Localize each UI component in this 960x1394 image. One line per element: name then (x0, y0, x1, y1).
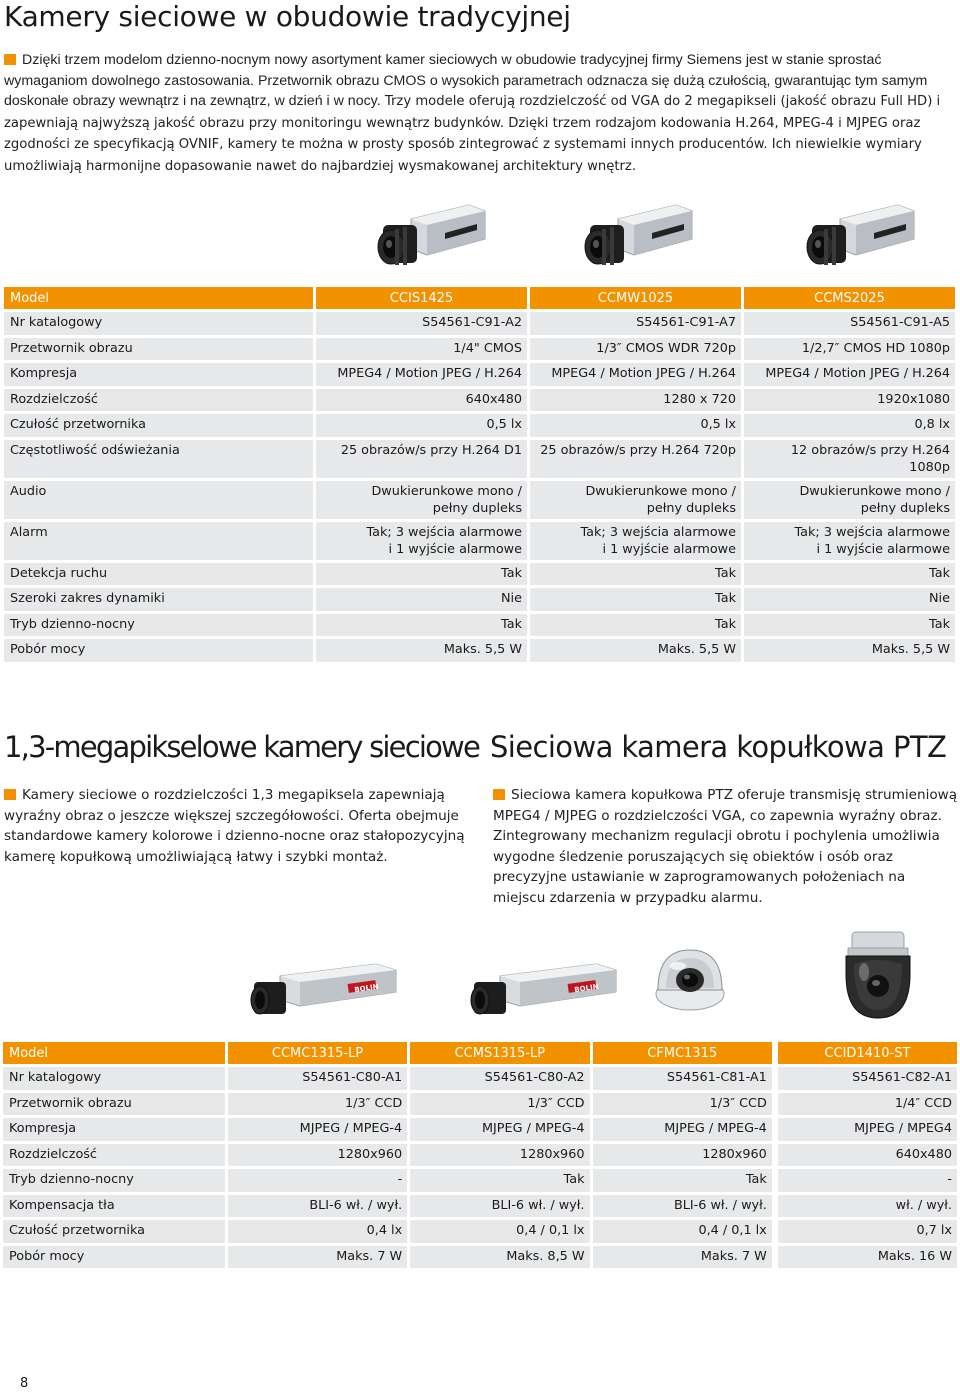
row-label: Rozdzielczość (4, 389, 313, 412)
table-header-cell: CCMC1315-LP (228, 1042, 407, 1064)
row-label: Kompresja (4, 363, 313, 386)
table-cell: 1/4″ CCD (778, 1093, 957, 1116)
table-row (4, 639, 955, 662)
row-label: Kompresja (3, 1118, 225, 1141)
row-label: Pobór mocy (3, 1246, 225, 1269)
row-label: Przetwornik obrazu (4, 338, 313, 361)
intro-text-part2: Trzy modele oferują rozdzielczość od VGA do 2 megapikseli (jakość obrazu Full HD) i zapewniają najwyższą jakość obrazu przy monitoringu wewnątrz budynków. Dzięki trzem rodzajom kodowania H.264, MPEG-4 i MJPEG oraz zgodności ze specyfikacją OVNIF, kamery te można w prosty sposób zintegrować z systemami innych producentów. Ich niewielkie wymiary umożliwiają harmonijne dopasowanie nawet do najbardziej wysmakowanej architektury wnętrz. (4, 94, 941, 174)
table-cell: 1/3″ CCD (593, 1093, 772, 1116)
table-cell: 0,4 / 0,1 lx (593, 1220, 772, 1243)
table-cell: MJPEG / MPEG4 (778, 1118, 957, 1141)
dome-camera-image-cfmc1315 (652, 944, 728, 1020)
table-cell: S54561-C91-A5 (744, 312, 955, 335)
camera-brand-label: BOLIN (353, 982, 380, 995)
spec-table-megapixel-ptz (0, 1039, 960, 1271)
row-label: Przetwornik obrazu (3, 1093, 225, 1116)
table-row (4, 563, 955, 586)
table-cell: S54561-C80-A1 (228, 1067, 407, 1090)
table-cell: Nie (744, 588, 955, 611)
table-row (3, 1118, 957, 1141)
page-number: 8 (20, 1376, 29, 1391)
table-cell: Tak (744, 563, 955, 586)
table-cell: 640x480 (778, 1144, 957, 1167)
table-row (4, 481, 955, 519)
table-row (4, 440, 955, 478)
table-row (3, 1195, 957, 1218)
section-title-megapixel: 1,3-megapikselowe kamery sieciowe (4, 730, 480, 764)
table-row (3, 1093, 957, 1116)
ptz-text: Sieciowa kamera kopułkowa PTZ oferuje transmisję strumieniową MPEG4 / MJPEG o rozdzielczości VGA, co zapewnia wyraźny obraz. Zintegrowany mechanizm regulacji obrotu i pochylenia umożliwia wygodne śledzenie poruszających się obiektów i osób oraz precyzyjne ustawianie w zaprogramowanych położeniach na miejscu zdarzenia w przypadku alarmu. (493, 787, 958, 906)
table-cell: MJPEG / MPEG-4 (410, 1118, 589, 1141)
table-row (4, 312, 955, 335)
table-cell: 0,8 lx (744, 414, 955, 437)
table-row (3, 1220, 957, 1243)
table-cell: Maks. 7 W (228, 1246, 407, 1269)
table-cell: S54561-C82-A1 (778, 1067, 957, 1090)
table-cell: Tak (316, 614, 527, 637)
table-cell: Tak (530, 563, 741, 586)
table-header-cell: CCMW1025 (530, 287, 741, 309)
table-row (3, 1067, 957, 1090)
table-row (4, 363, 955, 386)
table-cell: Tak (316, 563, 527, 586)
table-cell: Maks. 7 W (593, 1246, 772, 1269)
row-label: Czułość przetwornika (4, 414, 313, 437)
table-header-cell: CFMC1315 (593, 1042, 772, 1064)
table-header-cell: CCIS1425 (316, 287, 527, 309)
table-header-row (4, 287, 955, 309)
table-cell: Tak (530, 588, 741, 611)
table-row (4, 414, 955, 437)
row-label: Tryb dzienno-nocny (3, 1169, 225, 1192)
intro-paragraph (4, 50, 954, 178)
table-cell: Dwukierunkowe mono / pełny dupleks (316, 481, 527, 519)
table-cell: - (778, 1169, 957, 1192)
table-row (4, 338, 955, 361)
row-label: Częstotliwość odświeżania (4, 440, 313, 478)
table-header-cell: CCID1410-ST (778, 1042, 957, 1064)
table-cell: 12 obrazów/s przy H.264 1080p (744, 440, 955, 478)
orange-square-bullet-icon (493, 789, 505, 800)
table-cell: Tak; 3 wejścia alarmowe i 1 wyjście alarmowe (316, 522, 527, 560)
table-header-cell: Model (4, 287, 313, 309)
table-cell: Tak (593, 1169, 772, 1192)
table-header-cell: CCMS2025 (744, 287, 955, 309)
table-cell: 1/3″ CCD (228, 1093, 407, 1116)
table-cell: Tak; 3 wejścia alarmowe i 1 wyjście alarmowe (530, 522, 741, 560)
table-cell: 1920x1080 (744, 389, 955, 412)
box-camera-image-ccms2025 (806, 203, 918, 275)
table-cell: 25 obrazów/s przy H.264 D1 (316, 440, 527, 478)
box-camera-image-ccms1315 (470, 960, 620, 1020)
table-cell: Nie (316, 588, 527, 611)
table-row (4, 588, 955, 611)
table-row (4, 522, 955, 560)
table-cell: - (228, 1169, 407, 1192)
camera-brand-label: BOLIN (573, 982, 600, 995)
intro-text-part1: Dzięki trzem modelom dzienno-nocnym nowy asortyment kamer sieciowych w obudowie tradycyjnej firmy Siemens jest w stanie sprostać wymaganiom dowolnego zastosowania. Przetwornik obrazu CMOS o wysokich parametrach odznacza się dużą czułością, gwarantując tym samym doskonałe obrazy wewnątrz i na zewnątrz, w dzień i w nocy. (4, 52, 928, 110)
row-label: Audio (4, 481, 313, 519)
table-cell: MPEG4 / Motion JPEG / H.264 (316, 363, 527, 386)
section-title-ptz: Sieciowa kamera kopułkowa PTZ (490, 730, 947, 764)
table-cell: Maks. 5,5 W (530, 639, 741, 662)
table-row (3, 1144, 957, 1167)
row-label: Pobór mocy (4, 639, 313, 662)
table-cell: MPEG4 / Motion JPEG / H.264 (530, 363, 741, 386)
table-cell: S54561-C91-A7 (530, 312, 741, 335)
table-cell: Maks. 5,5 W (316, 639, 527, 662)
table-cell: MJPEG / MPEG-4 (593, 1118, 772, 1141)
row-label: Alarm (4, 522, 313, 560)
table-cell: BLI-6 wł. / wył. (593, 1195, 772, 1218)
table-cell: wł. / wył. (778, 1195, 957, 1218)
table-cell: 0,4 / 0,1 lx (410, 1220, 589, 1243)
table-cell: Tak; 3 wejścia alarmowe i 1 wyjście alarmowe (744, 522, 955, 560)
table-cell: MJPEG / MPEG-4 (228, 1118, 407, 1141)
spec-table-box-cameras (1, 284, 958, 665)
table-cell: Maks. 16 W (778, 1246, 957, 1269)
table-cell: MPEG4 / Motion JPEG / H.264 (744, 363, 955, 386)
box-camera-image-ccmc1315 (250, 960, 400, 1020)
table-cell: Maks. 8,5 W (410, 1246, 589, 1269)
table-cell: Maks. 5,5 W (744, 639, 955, 662)
table-row (3, 1169, 957, 1192)
table-cell: 0,7 lx (778, 1220, 957, 1243)
megapixel-paragraph (4, 785, 474, 867)
row-label: Rozdzielczość (3, 1144, 225, 1167)
page-title: Kamery sieciowe w obudowie tradycyjnej (4, 0, 571, 33)
table-cell: Tak (744, 614, 955, 637)
orange-square-bullet-icon (4, 789, 16, 800)
table-row (3, 1246, 957, 1269)
table-cell: 25 obrazów/s przy H.264 720p (530, 440, 741, 478)
row-label: Nr katalogowy (4, 312, 313, 335)
table-cell: BLI-6 wł. / wył. (410, 1195, 589, 1218)
table-cell: 1280x960 (410, 1144, 589, 1167)
table-cell: 1280x960 (228, 1144, 407, 1167)
table-cell: Dwukierunkowe mono / pełny dupleks (744, 481, 955, 519)
table-cell: Tak (410, 1169, 589, 1192)
box-camera-image-ccmw1025 (584, 203, 696, 275)
table-cell: Dwukierunkowe mono / pełny dupleks (530, 481, 741, 519)
table-header-cell: Model (3, 1042, 225, 1064)
orange-square-bullet-icon (4, 54, 16, 65)
ptz-dome-camera-image-ccid1410 (838, 930, 918, 1022)
megapixel-text: Kamery sieciowe o rozdzielczości 1,3 megapiksela zapewniają wyraźny obraz o jeszcze większej szczegółowości. Oferta obejmuje standardowe kamery kolorowe i dzienno-nocne oraz stałopozycyjną kamerę kopułkową umożliwiającą łatwy i szybki montaż. (4, 787, 465, 865)
ptz-paragraph (493, 785, 959, 909)
table-header-row (3, 1042, 957, 1064)
row-label: Szeroki zakres dynamiki (4, 588, 313, 611)
table-cell: 1/2,7″ CMOS HD 1080p (744, 338, 955, 361)
row-label: Kompensacja tła (3, 1195, 225, 1218)
table-row (4, 389, 955, 412)
table-cell: 1280x960 (593, 1144, 772, 1167)
row-label: Tryb dzienno-nocny (4, 614, 313, 637)
table-cell: 1/3″ CCD (410, 1093, 589, 1116)
table-header-cell: CCMS1315-LP (410, 1042, 589, 1064)
row-label: Nr katalogowy (3, 1067, 225, 1090)
row-label: Czułość przetwornika (3, 1220, 225, 1243)
table-cell: 0,4 lx (228, 1220, 407, 1243)
table-row (4, 614, 955, 637)
table-cell: 0,5 lx (530, 414, 741, 437)
table-cell: S54561-C81-A1 (593, 1067, 772, 1090)
table-cell: 1/4" CMOS (316, 338, 527, 361)
table-cell: 0,5 lx (316, 414, 527, 437)
table-cell: 1280 x 720 (530, 389, 741, 412)
row-label: Detekcja ruchu (4, 563, 313, 586)
table-cell: BLI-6 wł. / wył. (228, 1195, 407, 1218)
table-cell: Tak (530, 614, 741, 637)
box-camera-image-ccis1425 (377, 203, 489, 275)
table-cell: S54561-C80-A2 (410, 1067, 589, 1090)
table-cell: S54561-C91-A2 (316, 312, 527, 335)
table-cell: 1/3″ CMOS WDR 720p (530, 338, 741, 361)
table-cell: 640x480 (316, 389, 527, 412)
